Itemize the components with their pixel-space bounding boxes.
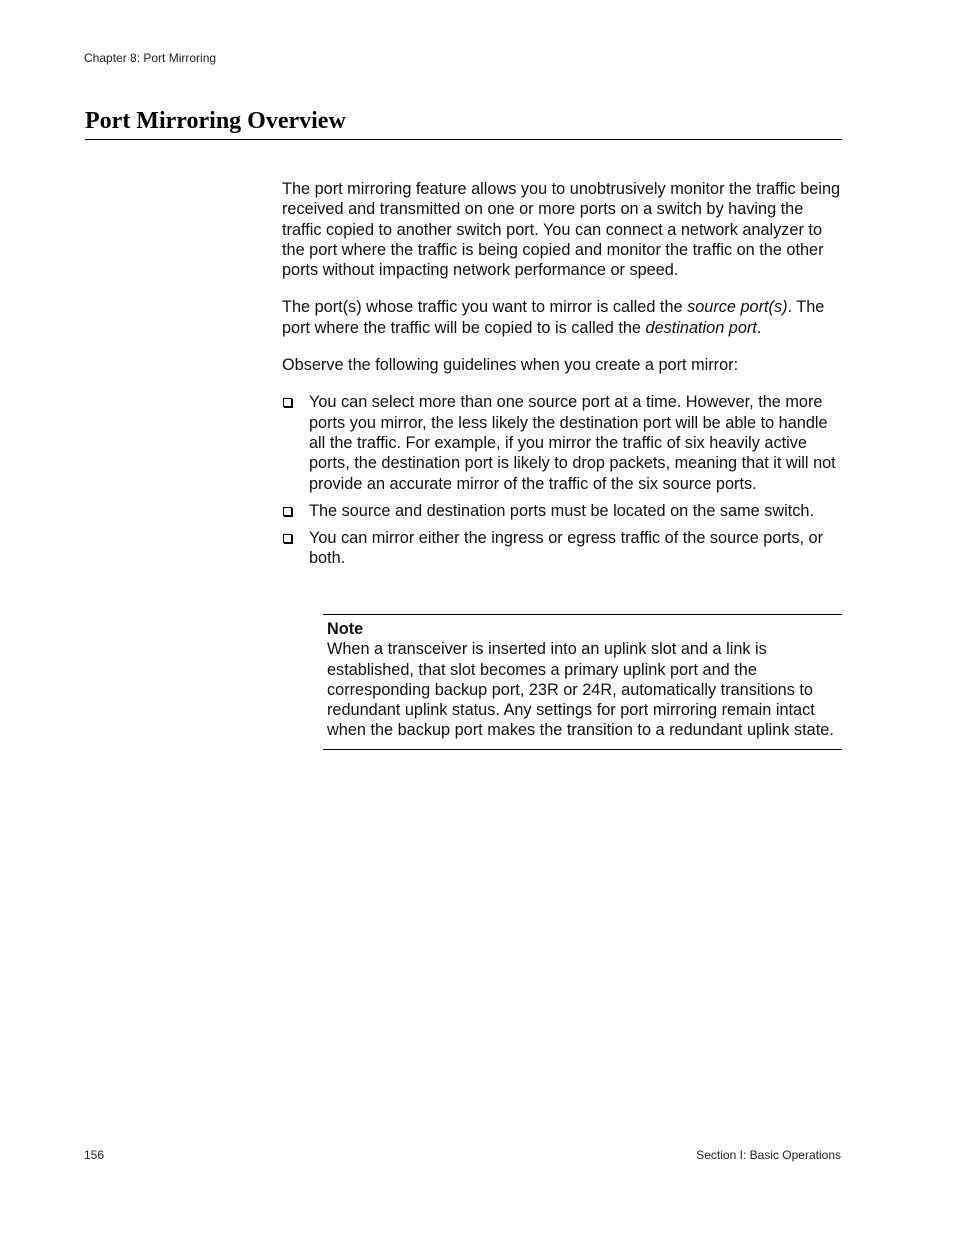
destination-port-term: destination port (645, 318, 757, 337)
list-item-text: The source and destination ports must be located on the same switch. (309, 501, 814, 520)
terms-text-2: . The port where the traffic will be copied to is called the (282, 298, 825, 337)
note-box (323, 614, 842, 750)
note-text: When a transceiver is inserted into an uplink slot and a link is established, that slot becomes a primary uplink port and the corresponding backup port, 23R or 24R, automatically transitions to redundant uplink status. Any settings for port mirroring remain intact when the backup port makes the transition to a redundant uplink state. (327, 640, 834, 740)
page-title: Port Mirroring Overview (85, 106, 842, 140)
guidelines-paragraph: Observe the following guidelines when you create a port mirror: (282, 356, 739, 375)
list-item (282, 528, 844, 569)
checkbox-bullet-icon (283, 398, 292, 407)
list-item (282, 501, 844, 521)
note-heading: Note (327, 620, 364, 638)
checkbox-bullet-icon (283, 534, 292, 543)
list-item (282, 392, 844, 493)
list-item-text: You can mirror either the ingress or egress traffic of the source ports, or both. (309, 529, 824, 568)
running-footer-section: Section I: Basic Operations (696, 1148, 841, 1162)
guidelines-list (282, 392, 844, 568)
terms-text-1: The port(s) whose traffic you want to mirror is called the (282, 298, 688, 317)
running-header: Chapter 8: Port Mirroring (84, 51, 217, 65)
checkbox-bullet-icon (283, 507, 292, 516)
source-port-term: source port(s) (687, 298, 788, 317)
body-column (282, 179, 844, 576)
terms-paragraph (282, 297, 844, 338)
page-number: 156 (84, 1148, 105, 1162)
list-item-text: You can select more than one source port at a time. However, the more ports you mirror, the less likely the destination port will be able to handle all the traffic. For example, if you mirror the traffic of six heavily active ports, the destination port is likely to drop packets, meaning that it will not provide an accurate mirror of the traffic of the six source ports. (309, 393, 836, 493)
terms-text-3: . (756, 318, 762, 337)
intro-paragraph: The port mirroring feature allows you to unobtrusively monitor the traffic being received and transmitted on one or more ports on a switch by having the traffic copied to another switch port. You can connect a network analyzer to the port where the traffic is being copied and monitor the traffic on the other ports without impacting network performance or speed. (282, 180, 841, 280)
